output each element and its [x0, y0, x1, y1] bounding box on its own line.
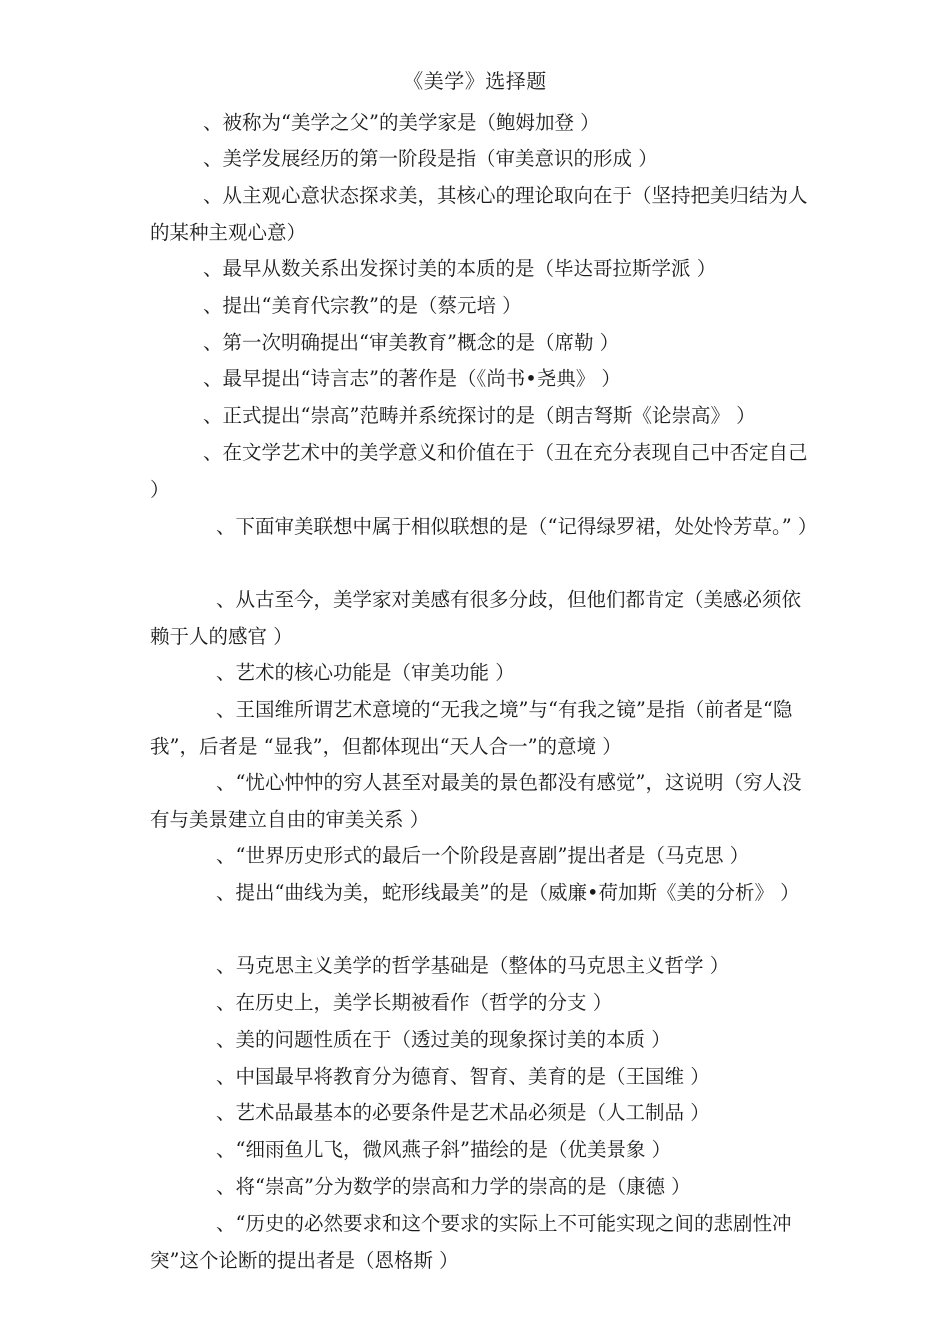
question-item: 、从主观心意状态探求美，其核心的理论取向在于（坚持把美归结为人的某种主观心意） — [150, 184, 808, 244]
question-item: 、正式提出“崇高”范畴并系统探讨的是（朗吉弩斯《论崇高》 ） — [203, 404, 756, 427]
question-item: 、“历史的必然要求和这个要求的实际上不可能实现之间的悲剧性冲突”这个论断的提出者是（恩格斯 ） — [150, 1212, 792, 1272]
question-item: 、被称为“美学之父”的美学家是（鲍姆加登 ） — [203, 111, 600, 134]
question-item: 、在文学艺术中的美学意义和价值在于（丑在充分表现自己中否定自己 ） — [150, 441, 814, 501]
document-title: 《美学》选择题 — [403, 69, 547, 93]
question-item: 、美学发展经历的第一阶段是指（审美意识的形成 ） — [203, 147, 658, 170]
question-item: 、在历史上，美学长期被看作（哲学的分支 ） — [216, 991, 613, 1014]
question-item: 、王国维所谓艺术意境的“无我之境”与“有我之镜”是指（前者是“隐我”，后者是 “显我”，但都体现出“天人合一”的意境 ） — [150, 698, 793, 758]
question-item: 、马克思主义美学的哲学基础是（整体的马克思主义哲学 ） — [216, 954, 730, 977]
question-item: 、美的问题性质在于（透过美的现象探讨美的本质 ） — [216, 1028, 671, 1051]
question-item: 、艺术品最基本的必要条件是艺术品必须是（人工制品 ） — [216, 1101, 710, 1124]
question-item: 、“世界历史形式的最后一个阶段是喜剧”提出者是（马克思 ） — [216, 844, 750, 867]
question-item: 、提出“曲线为美，蛇形线最美”的是（威廉•荷加斯《美的分析》 ） — [216, 881, 800, 904]
question-item: 、最早从数关系出发探讨美的本质的是（毕达哥拉斯学派 ） — [203, 257, 717, 280]
question-item: 、提出“美育代宗教”的是（蔡元培 ） — [203, 294, 522, 317]
question-item: 、下面审美联想中属于相似联想的是（“记得绿罗裙，处处怜芳草。” ） — [216, 515, 818, 538]
question-item: 、“细雨鱼儿飞，微风燕子斜”描绘的是（优美景象 ） — [216, 1138, 672, 1161]
question-item: 、“忧心忡忡的穷人甚至对最美的景色都没有感觉”，这说明（穷人没有与美景建立自由的审美关系 ） — [150, 771, 802, 831]
question-item: 、将“崇高”分为数学的崇高和力学的崇高的是（康德 ） — [216, 1175, 691, 1198]
question-item: 、最早提出“诗言志”的著作是（《尚书•尧典》 ） — [203, 367, 621, 390]
question-item: 、从古至今，美学家对美感有很多分歧，但他们都肯定（美感必须依赖于人的感官 ） — [150, 588, 802, 648]
question-item: 、中国最早将教育分为德育、智育、美育的是（王国维 ） — [216, 1065, 710, 1088]
question-item: 、艺术的核心功能是（审美功能 ） — [216, 661, 515, 684]
question-item: 、第一次明确提出“审美教育”概念的是（席勒 ） — [203, 331, 620, 354]
